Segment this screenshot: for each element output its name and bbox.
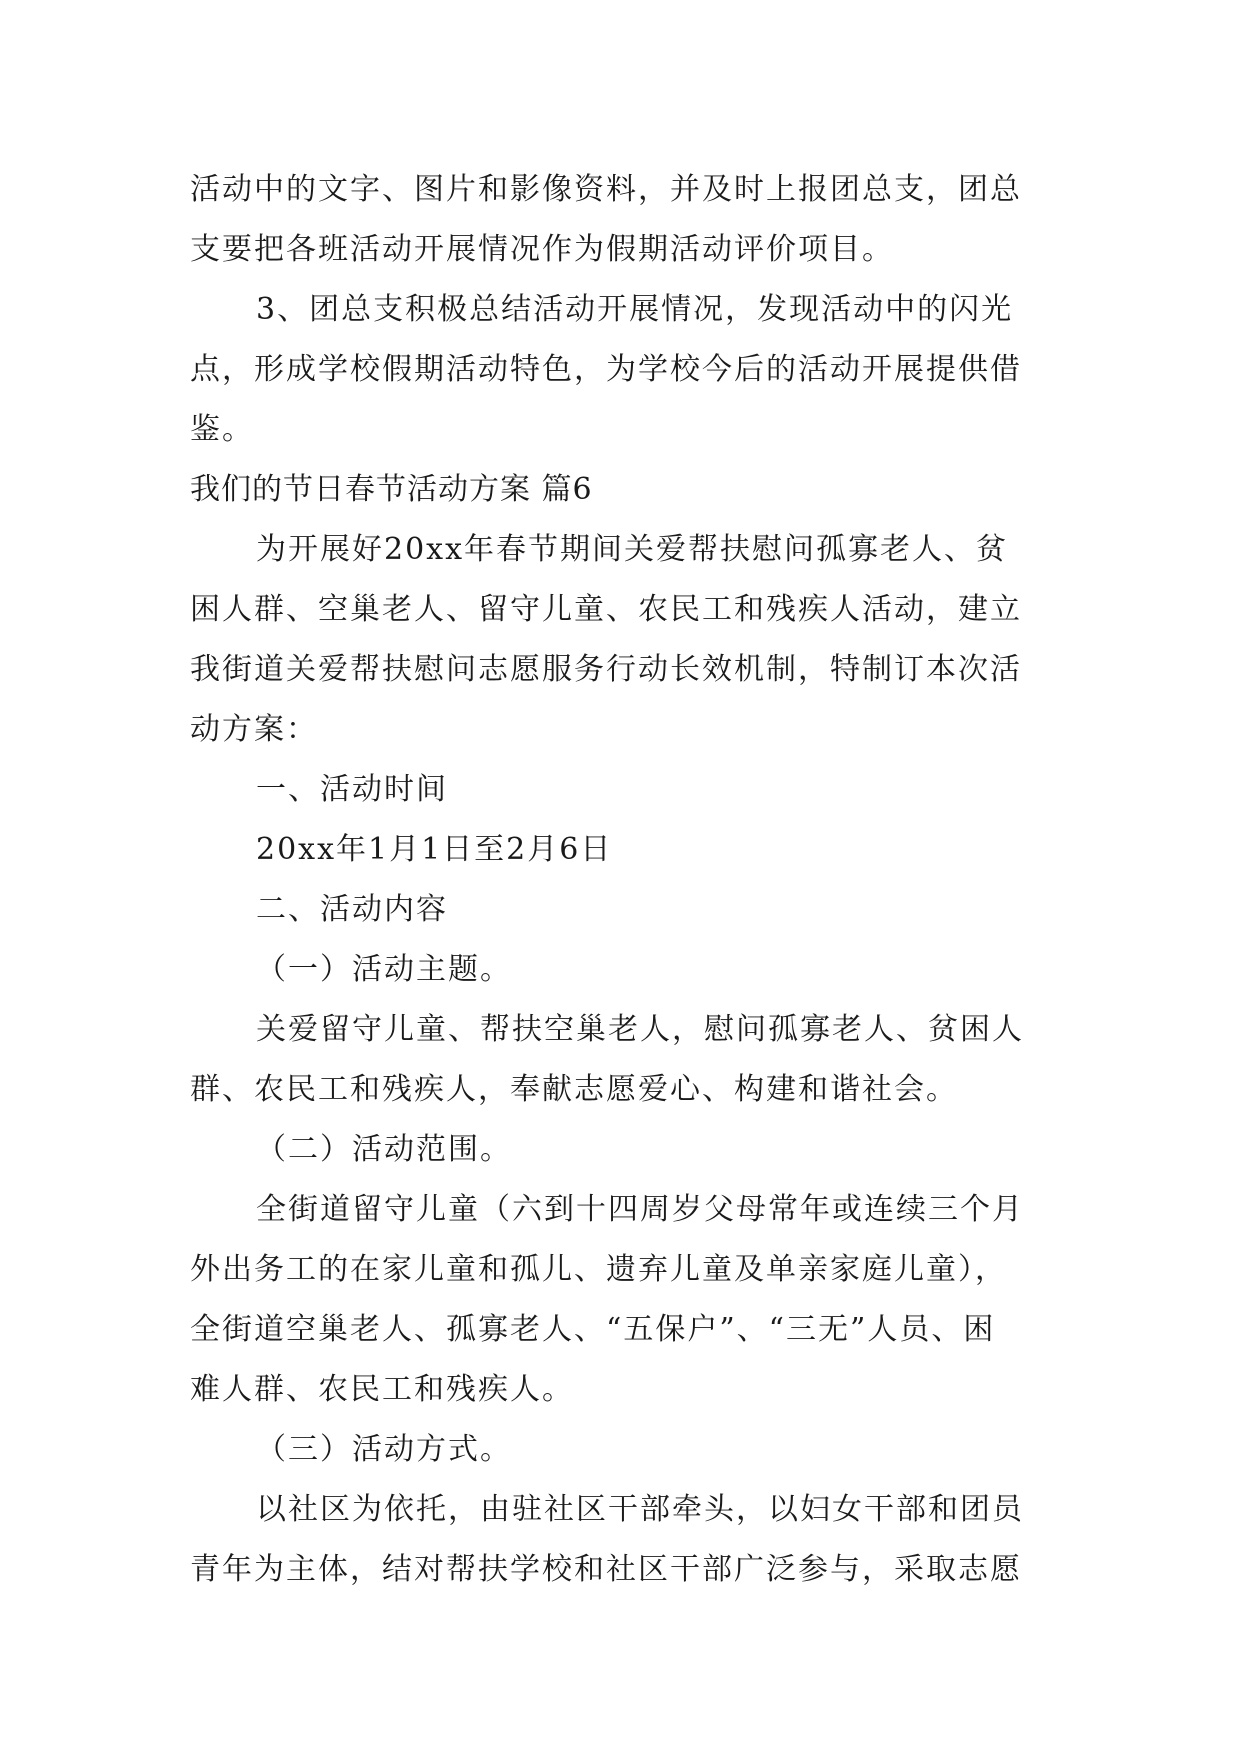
text-line: 鉴。 bbox=[190, 412, 254, 447]
text-line: 全街道留守儿童（六到十四周岁父母常年或连续三个月 bbox=[256, 1192, 1024, 1227]
text-line: 我街道关爱帮扶慰问志愿服务行动长效机制，特制订本次活 bbox=[190, 652, 1022, 687]
text-line: 动方案： bbox=[190, 712, 318, 747]
text-line: 以社区为依托，由驻社区干部牵头，以妇女干部和团员 bbox=[256, 1492, 1024, 1527]
subheading: （一）活动主题。 bbox=[256, 952, 512, 987]
text-line: 活动中的文字、图片和影像资料，并及时上报团总支，团总 bbox=[190, 172, 1022, 207]
subheading: （三）活动方式。 bbox=[256, 1432, 512, 1467]
text-line: 20xx年1月1日至2月6日 bbox=[256, 832, 613, 867]
subheading: 二、活动内容 bbox=[256, 892, 448, 927]
text-line: 青年为主体，结对帮扶学校和社区干部广泛参与，采取志愿 bbox=[190, 1552, 1022, 1587]
text-line: 点，形成学校假期活动特色，为学校今后的活动开展提供借 bbox=[190, 352, 1022, 387]
text-line: 3、团总支积极总结活动开展情况，发现活动中的闪光 bbox=[256, 292, 1014, 327]
document-body bbox=[190, 160, 1050, 1600]
text-line: 困人群、空巢老人、留守儿童、农民工和残疾人活动，建立 bbox=[190, 592, 1022, 627]
section-heading: 我们的节日春节活动方案 篇6 bbox=[190, 472, 593, 507]
subheading: （二）活动范围。 bbox=[256, 1132, 512, 1167]
text-line: 全街道空巢老人、孤寡老人、“五保户”、“三无”人员、困 bbox=[190, 1312, 996, 1347]
text-line: 支要把各班活动开展情况作为假期活动评价项目。 bbox=[190, 232, 894, 267]
text-line: 外出务工的在家儿童和孤儿、遗弃儿童及单亲家庭儿童）， bbox=[190, 1252, 1007, 1287]
text-line: 难人群、农民工和残疾人。 bbox=[190, 1372, 574, 1407]
text-line: 为开展好20xx年春节期间关爱帮扶慰问孤寡老人、贫 bbox=[256, 532, 1009, 567]
subheading: 一、活动时间 bbox=[256, 772, 448, 807]
text-line: 群、农民工和残疾人，奉献志愿爱心、构建和谐社会。 bbox=[190, 1072, 958, 1107]
text-line: 关爱留守儿童、帮扶空巢老人，慰问孤寡老人、贫困人 bbox=[256, 1012, 1024, 1047]
